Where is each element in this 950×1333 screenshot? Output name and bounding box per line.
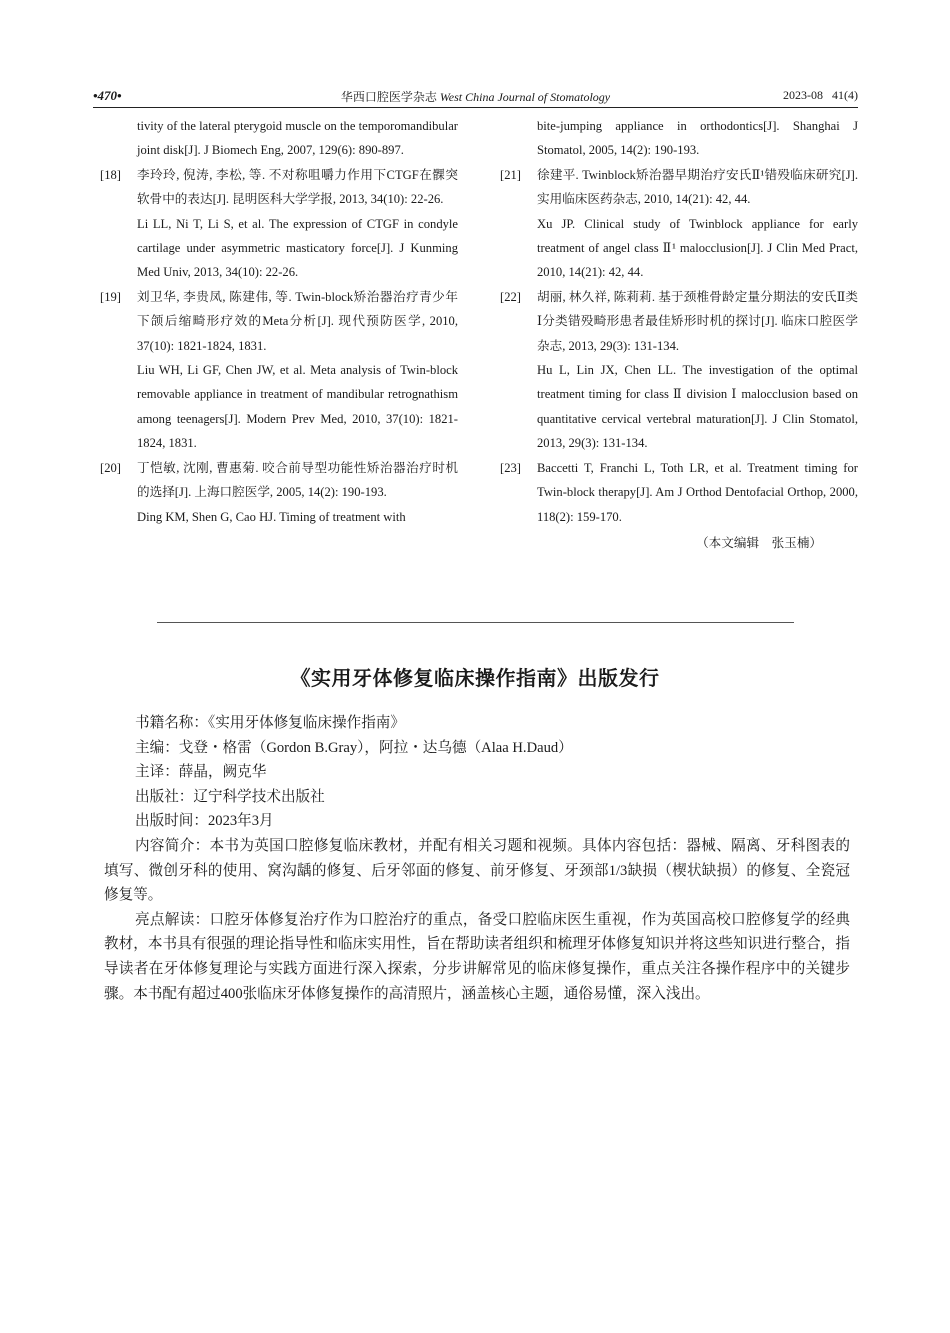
issue-info: 2023-08 41(4) xyxy=(783,88,858,102)
reference-text-en: Xu JP. Clinical study of Twinblock appliance for early treatment of angel class Ⅱ¹ malocclusion[J]. J Clin Med Pract, 2010, 14(21): 42, 44. xyxy=(537,216,858,280)
reference-text-cn: 李玲玲, 倪涛, 李松, 等. 不对称咀嚼力作用下CTGF在髁突软骨中的表达[J]. 昆明医科大学学报, 2013, 34(10): 22-26. xyxy=(137,167,458,207)
section-divider xyxy=(157,622,794,623)
book-editors: 主编：戈登・格雷（Gordon B.Gray），阿拉・达乌德（Alaa H.Daud） xyxy=(135,739,573,756)
reference-text-en: Baccetti T, Franchi L, Toth LR, et al. Treatment timing for Twin-block therapy[J]. Am J Orthod Dentofacial Orthop, 2000, 118(2): 159-170. xyxy=(537,460,858,524)
reference-number: [22] xyxy=(500,289,521,304)
book-publication-date: 出版时间：2023年3月 xyxy=(135,813,274,830)
book-translators: 主译：薛晶，阙克华 xyxy=(135,764,267,781)
book-publisher: 出版社：辽宁科学技术出版社 xyxy=(135,788,325,805)
reference-text-en: Liu WH, Li GF, Chen JW, et al. Meta analysis of Twin-block removable appliance in treatment of mandibular retrognathism among teenagers[J]. Modern Prev Med, 2010, 37(10): 1821-1824, 1831. xyxy=(137,363,458,451)
reference-text: tivity of the lateral pterygoid muscle on the temporomandibular joint disk[J]. J Biomech Eng, 2007, 129(6): 890-897. xyxy=(137,119,458,158)
running-header xyxy=(93,88,858,108)
reference-20 xyxy=(93,456,458,529)
reference-text-en: Ding KM, Shen G, Cao HJ. Timing of treatment with xyxy=(137,509,406,524)
reference-17-continued xyxy=(93,114,458,163)
reference-text-en: Hu L, Lin JX, Chen LL. The investigation of the optimal treatment timing for class Ⅱ division Ⅰ malocclusion based on quantitative cervical vertebral maturation[J]. J Clin Stomatol, 2013, 29(3): 131-134. xyxy=(537,363,858,451)
references-left-column xyxy=(93,114,458,529)
reference-text-en: Li LL, Ni T, Li S, et al. The expression of CTGF in condyle cartilage under asymmetric masticatory force[J]. J Kunming Med Univ, 2013, 34(10): 22-26. xyxy=(137,216,458,280)
header-rule xyxy=(93,107,858,108)
reference-21 xyxy=(493,163,858,285)
reference-text-cn: 徐建平. Twinblock矫治器早期治疗安氏Ⅱ¹错殁临床研究[J]. 实用临床医药杂志, 2010, 14(21): 42, 44. xyxy=(537,167,858,207)
reference-text-cn: 胡丽, 林久祥, 陈莉莉. 基于颈椎骨龄定量分期法的安氏Ⅱ类Ⅰ分类错殁畸形患者最佳矫形时机的探讨[J]. 临床口腔医学杂志, 2013, 29(3): 131-134. xyxy=(537,289,858,353)
reference-number: [23] xyxy=(500,460,521,475)
book-highlights: 亮点解读：口腔牙体修复治疗作为口腔治疗的重点，备受口腔临床医生重视，作为英国高校口腔修复学的经典教材，本书具有很强的理论指导性和临床实用性，旨在帮助读者组织和梳理牙体修复知识并将这些知识进行整合，指导读者在牙体修复理论与实践方面进行深入探索，分步讲解常见的临床修复操作，重点关注各操作程序中的关键步骤。本书配有超过400张临床牙体修复操作的高清照片，涵盖核心主题，通俗易懂，深入浅出。 xyxy=(104,911,850,1002)
reference-text-cn: 丁恺敏, 沈刚, 曹惠菊. 咬合前导型功能性矫治器治疗时机的选择[J]. 上海口腔医学, 2005, 14(2): 190-193. xyxy=(137,460,458,500)
journal-title-cn: 华西口腔医学杂志 xyxy=(340,90,437,104)
reference-23 xyxy=(493,456,858,529)
reference-20-continued xyxy=(493,114,858,163)
reference-number: [20] xyxy=(100,460,121,475)
references-right-column xyxy=(493,114,858,555)
book-name: 书籍名称：《实用牙体修复临床操作指南》 xyxy=(135,715,405,731)
journal-title-en: West China Journal of Stomatology xyxy=(439,90,611,104)
announcement-body xyxy=(104,711,850,1006)
announcement-title: 《实用牙体修复临床操作指南》出版发行 xyxy=(290,666,660,690)
reference-number: [19] xyxy=(100,289,121,304)
reference-18 xyxy=(93,163,458,285)
reference-text: bite-jumping appliance in orthodontics[J]. Shanghai J Stomatol, 2005, 14(2): 190-193. xyxy=(537,119,858,158)
reference-text-cn: 刘卫华, 李贵凤, 陈建伟, 等. Twin-block矫治器治疗青少年下颌后缩畸形疗效的Meta分析[J]. 现代预防医学, 2010, 37(10): 1821-1824, 1831. xyxy=(137,289,458,353)
editor-note: （本文编辑 张玉楠） xyxy=(696,535,822,550)
reference-19 xyxy=(93,285,458,456)
reference-number: [18] xyxy=(100,167,121,182)
reference-number: [21] xyxy=(500,167,521,182)
page-number: •470• xyxy=(93,88,122,103)
journal-title xyxy=(93,88,858,105)
reference-22 xyxy=(493,285,858,456)
book-summary: 内容简介：本书为英国口腔修复临床教材，并配有相关习题和视频。具体内容包括：器械、隔离、牙科图表的填写、微创牙科的使用、窝沟龋的修复、后牙邻面的修复、前牙修复、牙颈部1/3缺损（楔状缺损）的修复、全瓷冠修复等。 xyxy=(104,837,850,904)
